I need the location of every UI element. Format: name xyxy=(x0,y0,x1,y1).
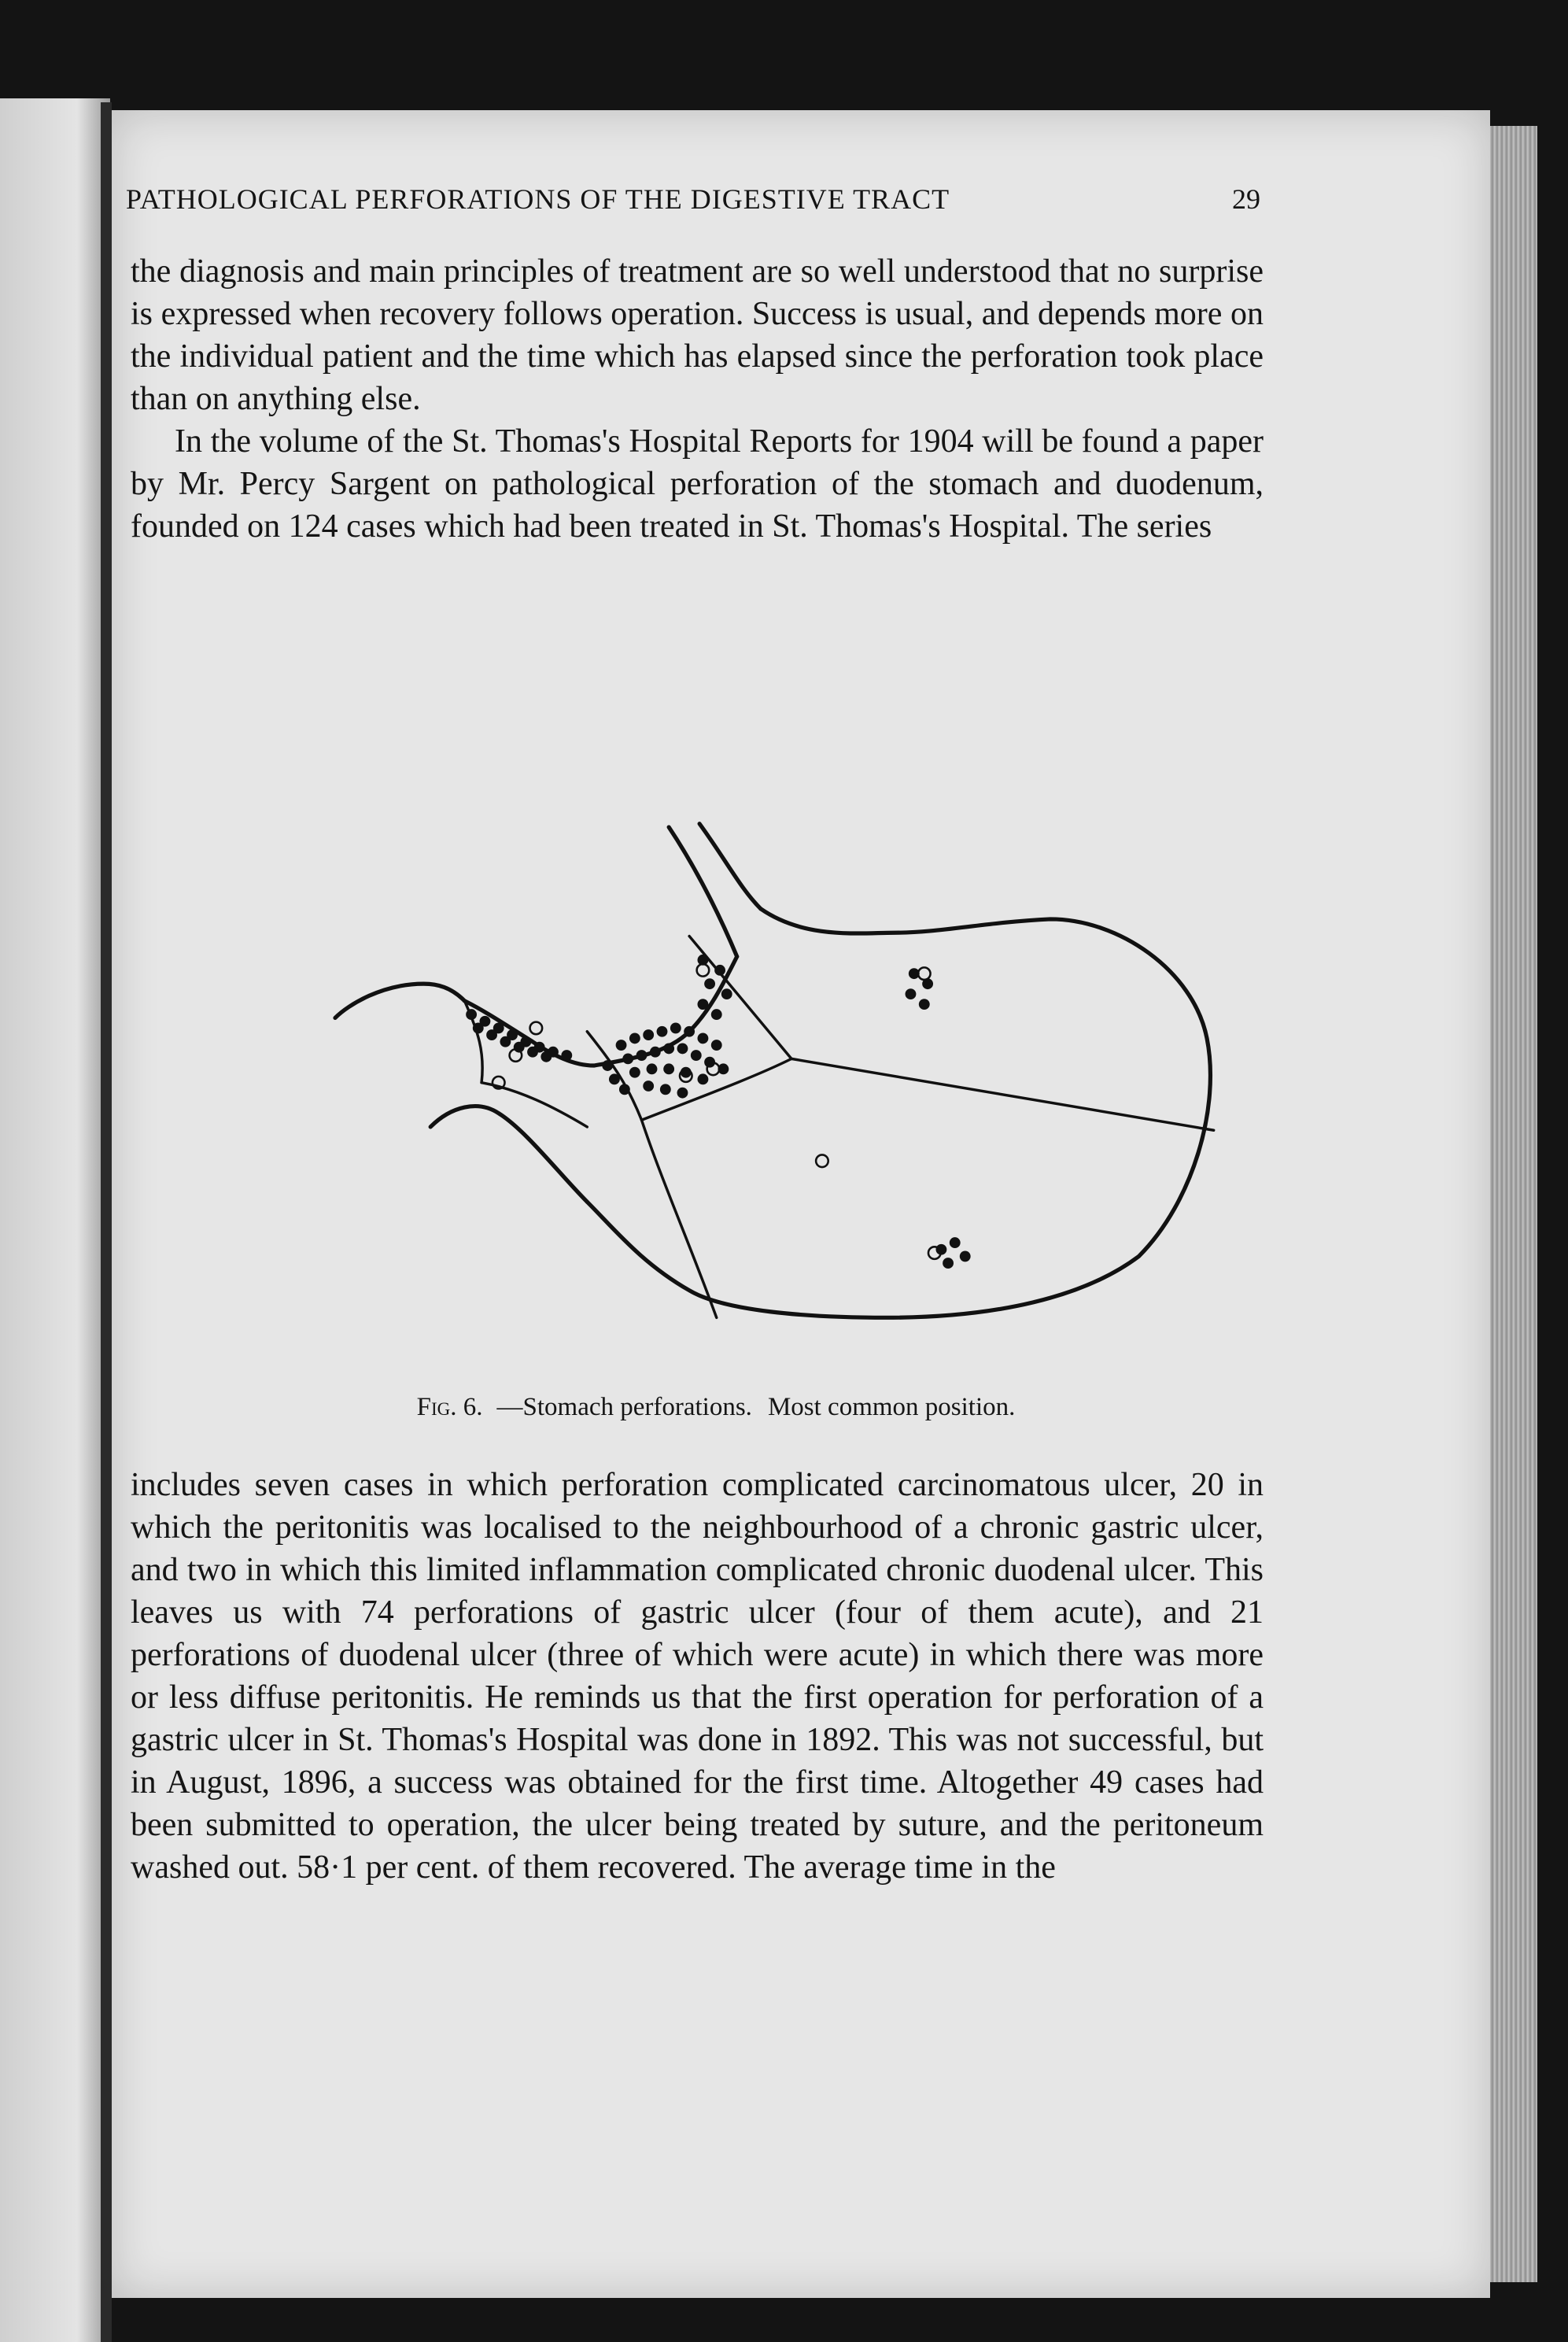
top-text-block xyxy=(131,250,1264,548)
perforation-dot xyxy=(500,1036,511,1047)
perforation-dot xyxy=(636,1050,647,1061)
perforation-dot xyxy=(616,1040,627,1051)
perforation-dot xyxy=(643,1029,654,1040)
perforation-dot xyxy=(660,1084,671,1095)
paragraph-3: includes seven cases in which perforation complicated carcinomatous ulcer, 20 in which the peritonitis was localised to the neighbourhood of a chronic gastric ulcer, and two in which this limited inflammation complicated chronic duodenal ulcer. This leaves us with 74 perforations of gastric ulcer (four of them acute), and 21 perforations of duodenal ulcer (three of which were acute) in which there was more or less diffuse peritonitis. He reminds us that the first operation for perforation of a gastric ulcer in St. Thomas's Hospital was done in 1892. This was not successful, but in August, 1896, a success was obtained for the first time. Altogether 49 cases had been submitted to operation, the ulcer being treated by suture, and the peritoneum washed out. 58·1 per cent. of them recovered. The average time in the xyxy=(131,1467,1264,1886)
page-number: 29 xyxy=(1232,183,1260,215)
stomach-figure xyxy=(315,779,1227,1393)
region-line-2 xyxy=(791,1058,1214,1130)
left-page-edge xyxy=(0,98,110,2342)
open-perforation-mark xyxy=(530,1022,543,1035)
perforation-dot xyxy=(650,1047,661,1058)
perforation-dot xyxy=(663,1063,674,1074)
perforation-dot xyxy=(473,1022,484,1033)
perforation-dot xyxy=(711,1009,722,1020)
perforation-dot xyxy=(906,988,917,999)
perforation-dot xyxy=(486,1029,497,1040)
perforation-dot xyxy=(466,1009,477,1020)
open-perforation-mark xyxy=(918,967,931,980)
perforation-dot xyxy=(622,1053,633,1064)
perforation-dot xyxy=(684,1026,695,1037)
perforation-dot xyxy=(663,1043,674,1054)
page-stack-edge xyxy=(1490,126,1537,2282)
perforation-dot xyxy=(643,1080,654,1092)
region-line-5 xyxy=(642,1120,717,1317)
perforation-dot xyxy=(527,1047,538,1058)
perforation-dot xyxy=(960,1250,971,1262)
caption-sub: Most common position. xyxy=(767,1393,1016,1421)
perforation-dot xyxy=(943,1258,954,1269)
paragraph-2: In the volume of the St. Thomas's Hospital Reports for 1904 will be found a paper by Mr. Percy Sargent on pathological perforation of the stomach and duodenum, founded on 124 cases which had been treated in St. Thomas's Hospital. The series xyxy=(131,423,1264,545)
perforation-dot xyxy=(619,1084,630,1095)
perforation-dot xyxy=(647,1063,658,1074)
perforation-dot xyxy=(704,978,715,989)
caption-main: —Stomach perforations. xyxy=(496,1393,752,1421)
perforation-dot xyxy=(691,1050,702,1061)
figure-caption xyxy=(244,1393,1188,1422)
perforation-dot xyxy=(629,1067,640,1078)
open-perforation-mark xyxy=(816,1154,828,1167)
perforation-dot xyxy=(629,1032,640,1044)
perforation-dot xyxy=(670,1022,681,1033)
running-title: PATHOLOGICAL PERFORATIONS OF THE DIGESTIVE TRACT xyxy=(126,183,950,215)
perforation-dot xyxy=(950,1237,961,1248)
perforation-dot xyxy=(919,999,930,1010)
perforation-dot xyxy=(540,1051,552,1062)
duodenum-upper xyxy=(335,984,464,1018)
perforation-dot xyxy=(561,1050,572,1061)
paragraph-1: the diagnosis and main principles of treatment are so well understood that no surprise is expressed when recovery follows operation. Success is usual, and depends more on the individual patient and the time which has elapsed since the perforation took place than on anything else. xyxy=(131,253,1264,417)
perforation-dot xyxy=(609,1073,620,1084)
perforation-dot xyxy=(677,1088,688,1099)
bottom-text-block xyxy=(131,1464,1264,1889)
perforation-dot xyxy=(657,1026,668,1037)
duodenum-lower xyxy=(430,1106,587,1202)
perforation-dot xyxy=(698,1073,709,1084)
esophagus-left-wall xyxy=(669,827,737,956)
open-perforation-mark xyxy=(697,964,710,977)
perforation-dot xyxy=(711,1040,722,1051)
perforation-dot xyxy=(698,999,709,1010)
book-spine xyxy=(101,102,112,2342)
perforation-dot xyxy=(602,1060,613,1071)
perforation-dot xyxy=(677,1043,688,1054)
figure-label: Fig. 6. xyxy=(416,1393,483,1421)
perforation-dot xyxy=(714,965,725,976)
perforation-dot xyxy=(721,988,732,999)
perforation-dot xyxy=(698,1032,709,1044)
